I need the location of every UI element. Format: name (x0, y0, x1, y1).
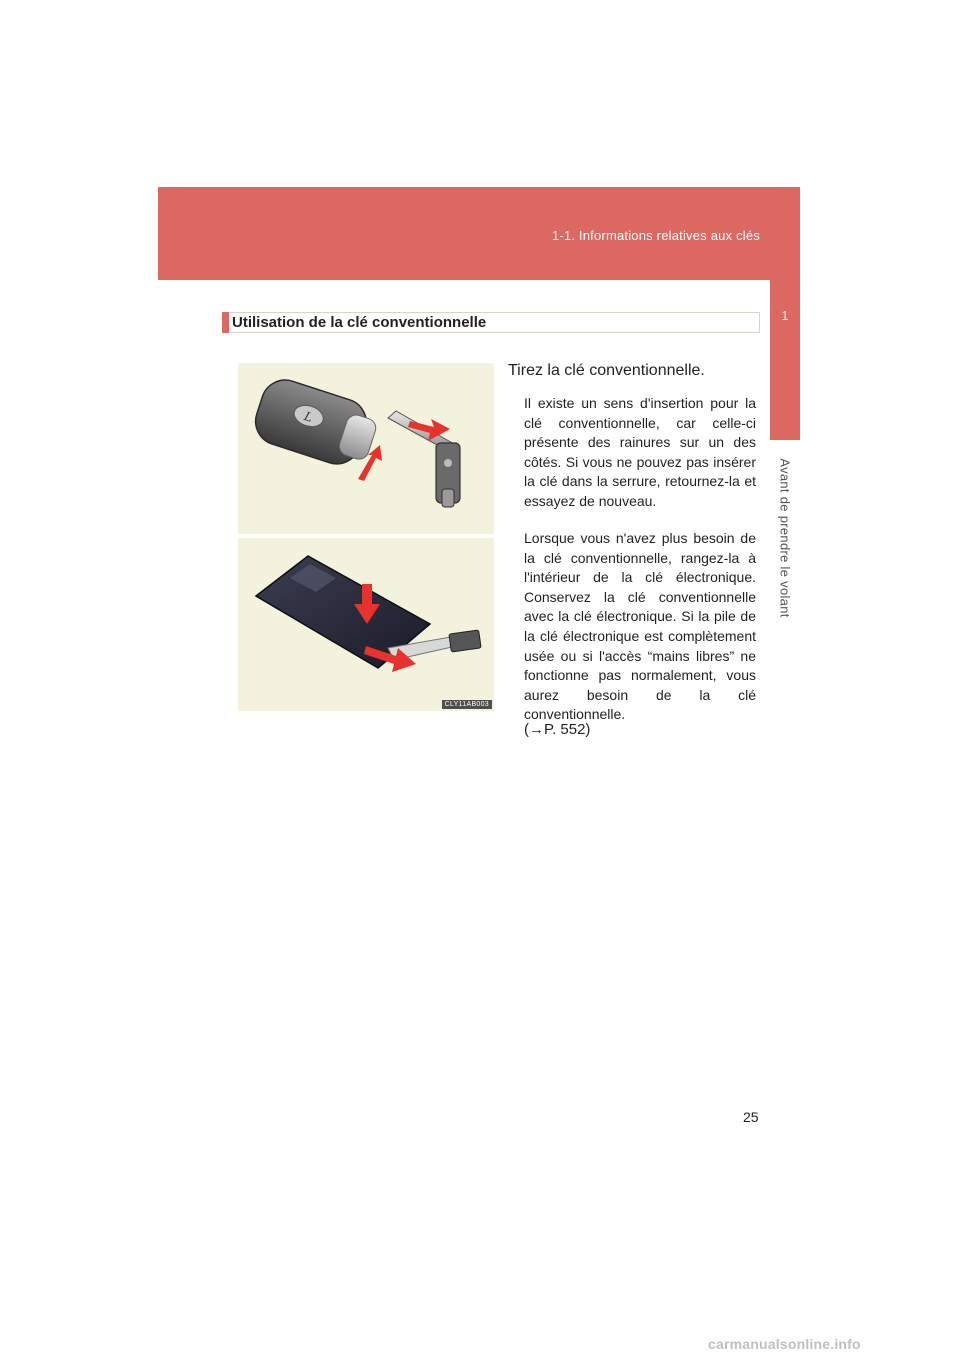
illustration-card-key (238, 538, 494, 711)
illustration-key-remote (238, 363, 494, 534)
page-number: 25 (743, 1109, 759, 1125)
chapter-label-text: Avant de prendre le volant (777, 458, 793, 618)
header-band (158, 187, 800, 280)
chapter-label (777, 448, 793, 628)
illustration-code: CLY11AB003 (442, 700, 492, 709)
section-title: 1-1. Informations relatives aux clés (551, 228, 760, 243)
section-heading (222, 312, 760, 333)
section-heading-text: Utilisation de la clé conventionnelle (232, 314, 487, 331)
chapter-tab (770, 280, 800, 440)
paragraph-storage: Lorsque vous n'avez plus besoin de la clé conventionnelle, rangez-la à l'intérieur de la clé électronique. Conservez la clé conventionnelle avec la clé électronique. Si la pile de la clé électronique est complètement usée ou si l'accès “mains libres” ne fonctionne pas normalement, vous aurez besoin de la clé conventionnelle. (524, 530, 756, 723)
page-reference: (→P. 552) (524, 721, 591, 738)
step-instruction: Tirez la clé conventionnelle. (508, 362, 705, 379)
svg-text:L: L (302, 409, 315, 425)
chapter-number: 1 (781, 308, 789, 323)
heading-accent-bar (222, 312, 229, 333)
watermark: carmanualsonline.info (708, 1336, 861, 1352)
paragraph-insertion: Il existe un sens d'insertion pour la clé conventionnelle, car celle-ci présente des rainures sur un des côtés. Si vous ne pouvez pas insérer la clé dans la serrure, retournez-la et essayez de nouveau. (524, 395, 756, 509)
smart-key-fob (249, 374, 382, 473)
